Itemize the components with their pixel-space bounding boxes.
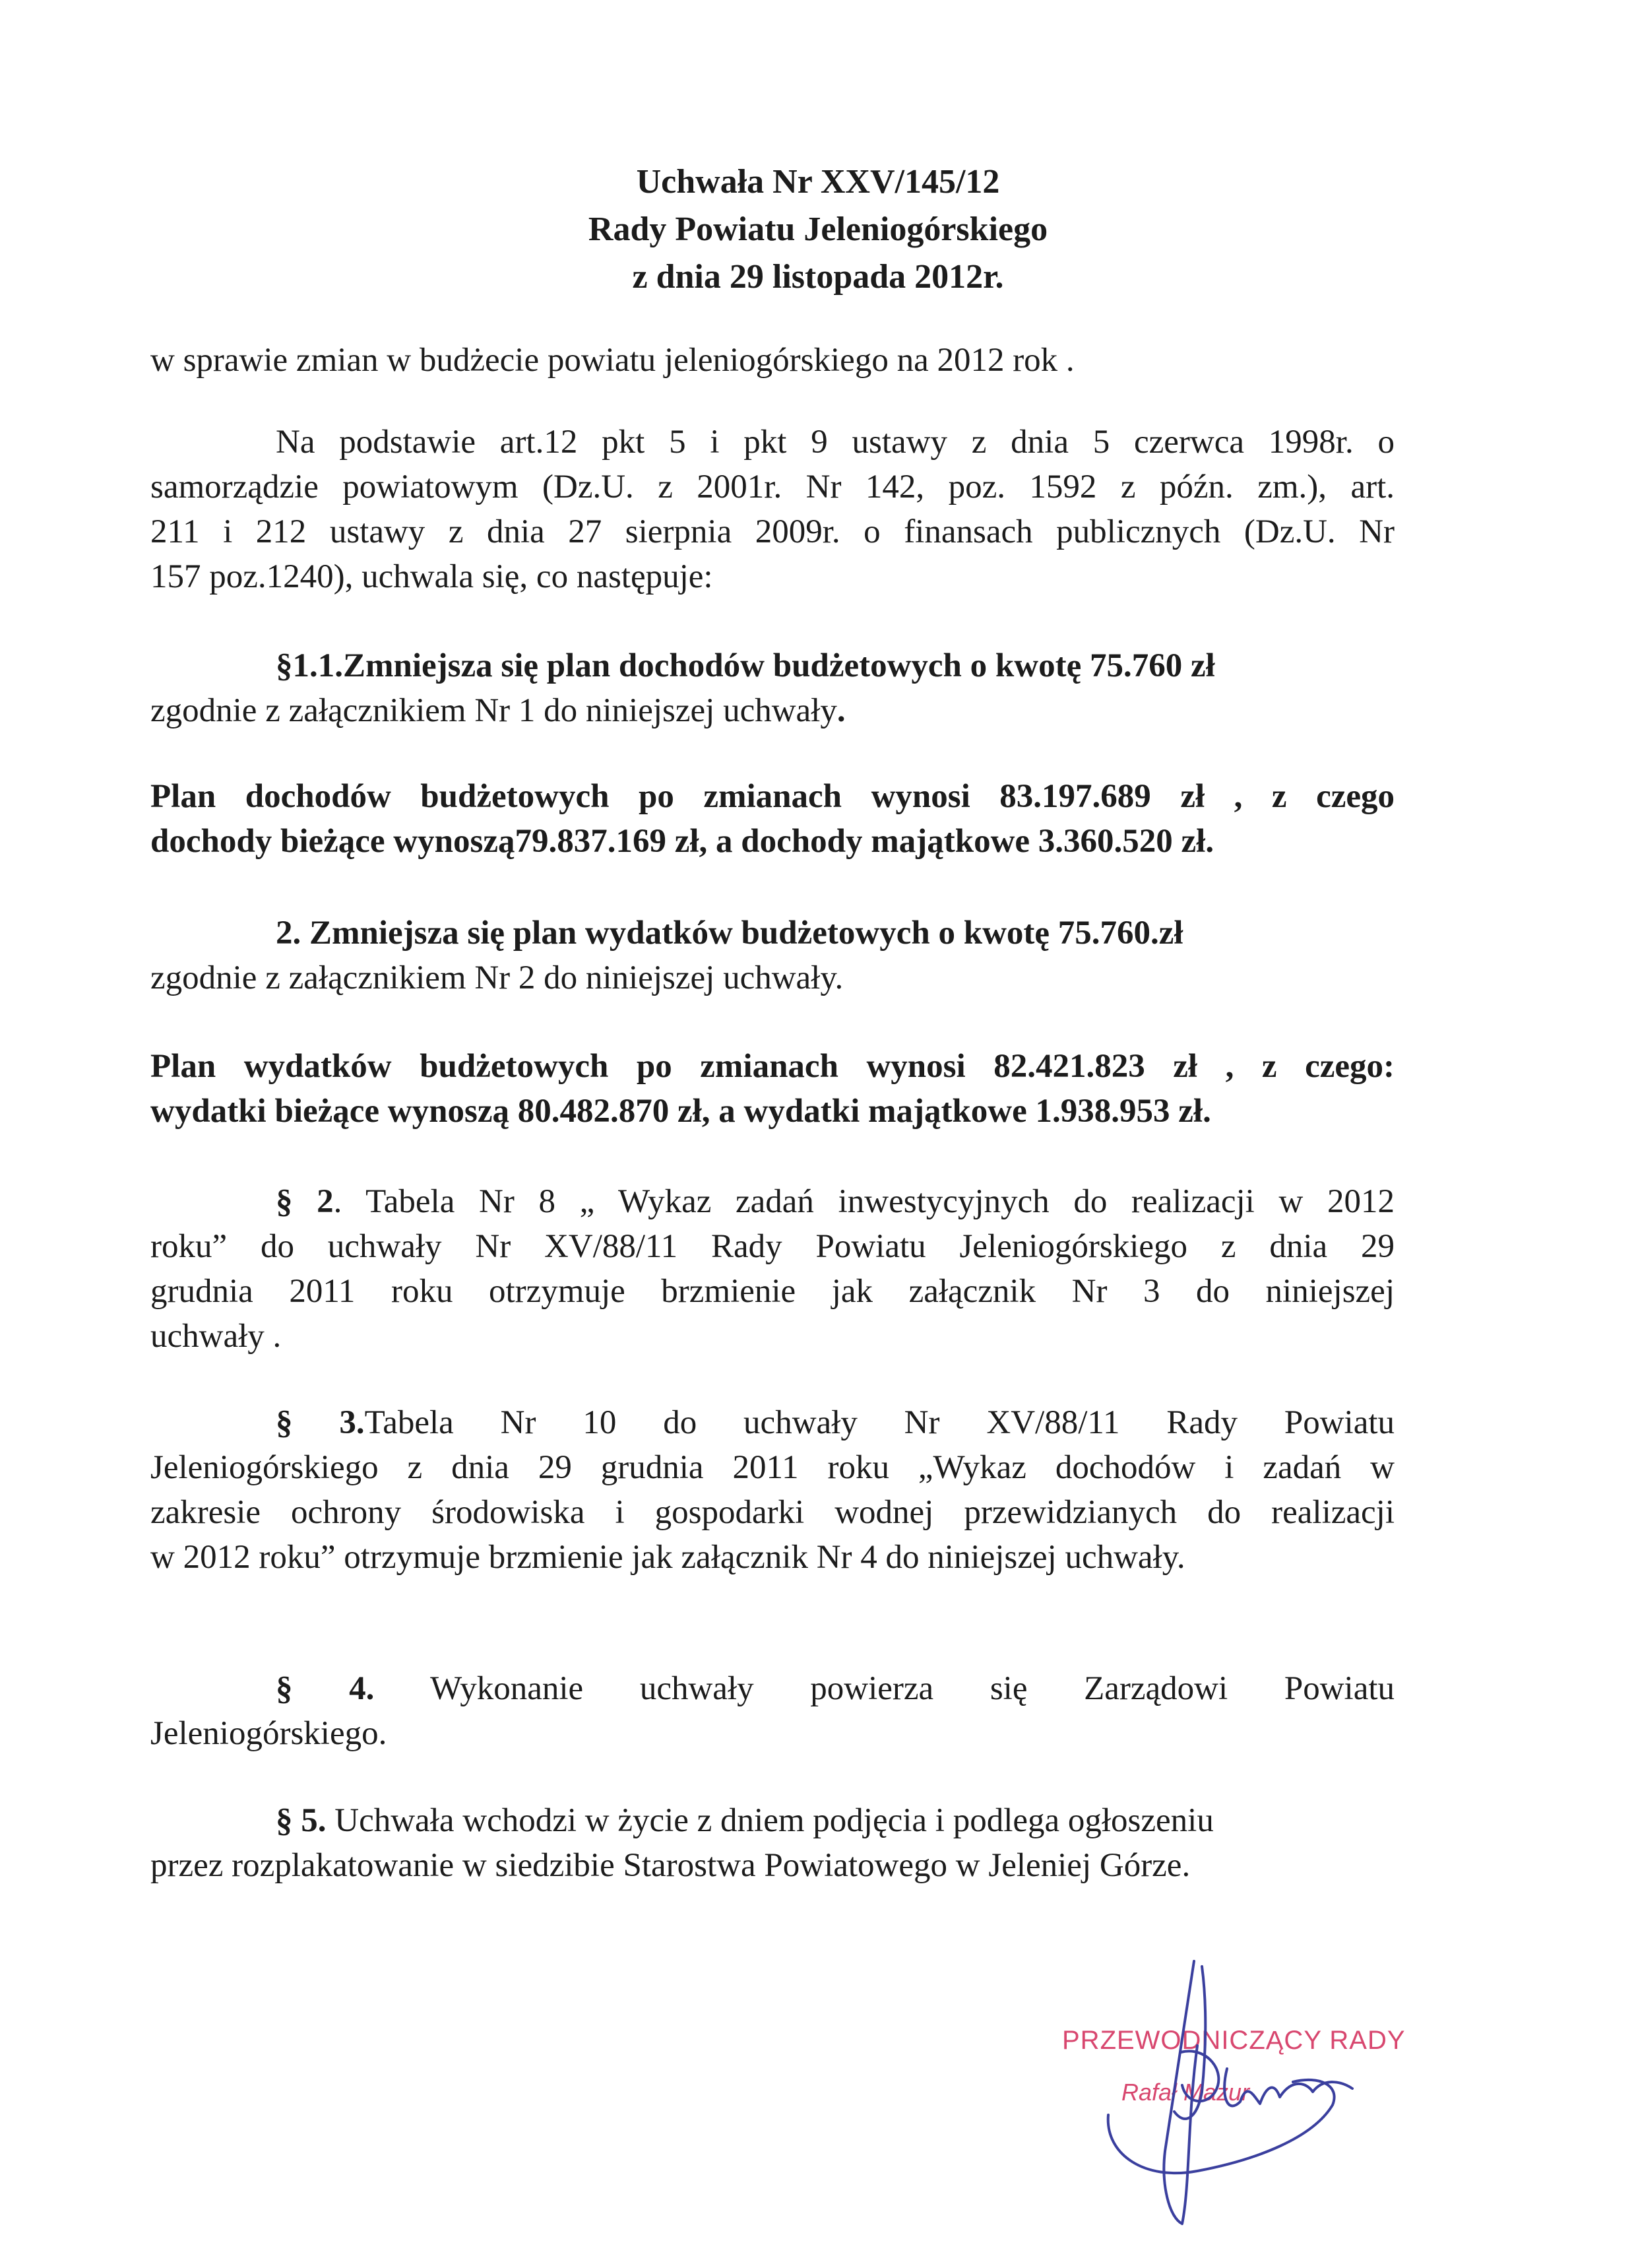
section-3: § 3.Tabela Nr 10 do uchwały Nr XV/88/11 Rady Powiatu Jeleniogórskiego z dnia 29 grudnia 2011 roku „Wykaz dochodów i zadań w zakresie ochrony środowiska i gospodarki wodnej przewidzianych do realizacji w 2012 roku” otrzymuje brzmienie jak załącznik Nr 4 do niniejszej uchwały. [150, 1404, 1395, 1576]
resolution-header [0, 158, 1636, 301]
income-plan-summary: Plan dochodów budżetowych po zmianach wynosi 83.197.689 zł , z czego dochody bieżące wynoszą79.837.169 zł, a dochody majątkowe 3.360.520 zł. [150, 778, 1395, 860]
resolution-number: Uchwała Nr XXV/145/12 [636, 163, 1000, 201]
stamp-title: PRZEWODNICZĄCY RADY [1062, 2026, 1406, 2055]
chairman-stamp [1029, 1953, 1451, 2230]
resolution-date: z dnia 29 listopada 2012r. [632, 258, 1004, 296]
section-4: § 4. Wykonanie uchwały powierza się Zarządowi Powiatu Jeleniogórskiego. [150, 1670, 1395, 1752]
handwritten-signature [1029, 1953, 1451, 2230]
issuing-body: Rady Powiatu Jeleniogórskiego [588, 211, 1048, 248]
expense-plan-summary: Plan wydatków budżetowych po zmianach wynosi 82.421.823 zł , z czego: wydatki bieżące wynoszą 80.482.870 zł, a wydatki majątkowe 1.938.953 zł. [150, 1048, 1395, 1130]
section-1-1: §1.1.Zmniejsza się plan dochodów budżetowych o kwotę 75.760 zł zgodnie z załącznikiem Nr 1 do niniejszej uchwały. [150, 647, 1215, 729]
section-1-2: 2. Zmniejsza się plan wydatków budżetowych o kwotę 75.760.zł zgodnie z załącznikiem Nr 2 do niniejszej uchwały. [150, 915, 1183, 996]
legal-basis: Na podstawie art.12 pkt 5 i pkt 9 ustawy z dnia 5 czerwca 1998r. o samorządzie powiatowym (Dz.U. z 2001r. Nr 142, poz. 1592 z późn. zm.), art. 211 i 212 ustawy z dnia 27 sierpnia 2009r. o finansach publicznych (Dz.U. Nr 157 poz.1240), uchwala się, co następuje: [150, 424, 1395, 595]
section-5: § 5. Uchwała wchodzi w życie z dniem podjęcia i podlega ogłoszeniu przez rozplakatowanie w siedzibie Starostwa Powiatowego w Jeleniej Górze. [150, 1802, 1214, 1884]
stamp-name: Rafał Mazur [1121, 2079, 1250, 2106]
resolution-subject: w sprawie zmian w budżecie powiatu jeleniogórskiego na 2012 rok . [150, 342, 1075, 379]
section-2: § 2. Tabela Nr 8 „ Wykaz zadań inwestycyjnych do realizacji w 2012 roku” do uchwały Nr XV/88/11 Rady Powiatu Jeleniogórskiego z dnia 29 grudnia 2011 roku otrzymuje brzmienie jak załącznik Nr 3 do niniejszej uchwały . [150, 1183, 1395, 1355]
